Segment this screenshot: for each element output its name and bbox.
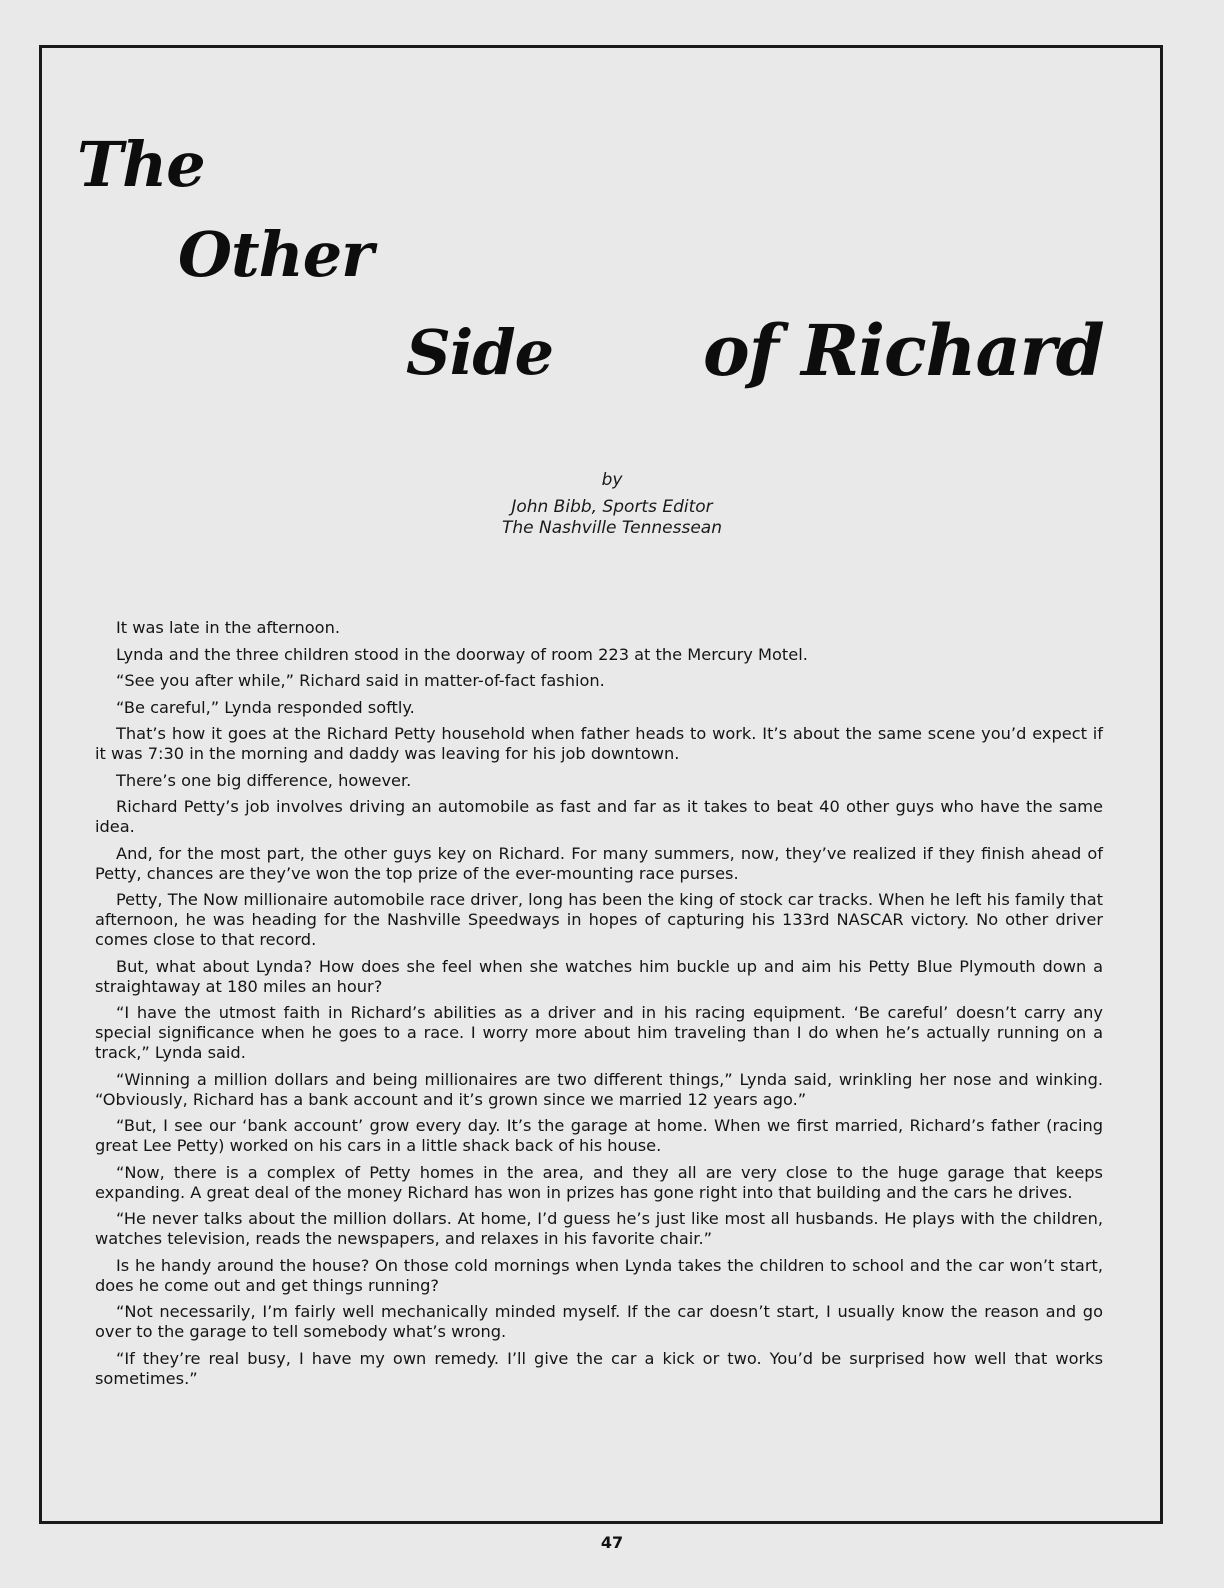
- paragraph: “If they’re real busy, I have my own remedy. I’ll give the car a kick or two. You’d be surprised how well that works sometimes.”: [95, 1348, 1103, 1388]
- paragraph: “Be careful,” Lynda responded softly.: [116, 697, 415, 717]
- paragraph: Is he handy around the house? On those cold mornings when Lynda takes the children to school and the car won’t start, does he come out and get things running?: [95, 1255, 1103, 1295]
- paragraph: “Winning a million dollars and being millionaires are two different things,” Lynda said, wrinkling her nose and winking. “Obviously, Richard has a bank account and it’s grown since we married 12 years ago.”: [95, 1069, 1103, 1109]
- paragraph: “He never talks about the million dollars. At home, I’d guess he’s just like most all husbands. He plays with the children, watches television, reads the newspapers, and relaxes in his favorite chair.”: [95, 1209, 1103, 1248]
- paragraph: Richard Petty’s job involves driving an automobile as fast and far as it takes to beat 40 other guys who have the same idea.: [95, 797, 1103, 836]
- byline-by: by: [601, 470, 623, 490]
- paragraph: That’s how it goes at the Richard Petty household when father heads to work. It’s about the same scene you’d expect if it was 7:30 in the morning and daddy was leaving for his job downtown.: [95, 724, 1103, 763]
- title-word-side: Side: [406, 316, 554, 389]
- title-word-the: The: [77, 128, 205, 201]
- paragraph: “Now, there is a complex of Petty homes in the area, and they all are very close to the huge garage that keeps expanding. A great deal of the money Richard has won in prizes has gone right into that building and the cars he drives.: [95, 1162, 1103, 1202]
- byline-author: John Bibb, Sports Editor: [511, 497, 713, 517]
- paragraph: There’s one big difference, however.: [116, 770, 412, 790]
- title-word-of-richard: of Richard: [703, 309, 1104, 392]
- article-body: [95, 618, 1103, 1395]
- paragraph: “Not necessarily, I’m fairly well mechanically minded myself. If the car doesn’t start, I usually know the reason and go over to the garage to tell somebody what’s wrong.: [95, 1302, 1103, 1341]
- page-number: 47: [600, 1533, 624, 1552]
- paragraph: It was late in the afternoon.: [116, 618, 340, 637]
- title-word-other: Other: [178, 218, 373, 291]
- paragraph: Lynda and the three children stood in the doorway of room 223 at the Mercury Motel.: [116, 644, 808, 664]
- paragraph: But, what about Lynda? How does she feel when she watches him buckle up and aim his Petty Blue Plymouth down a straightaway at 180 miles an hour?: [95, 956, 1103, 996]
- paragraph: “See you after while,” Richard said in matter-of-fact fashion.: [116, 671, 605, 690]
- paragraph: Petty, The Now millionaire automobile race driver, long has been the king of stock car tracks. When he left his family that afternoon, he was heading for the Nashville Speedways in hopes of capturing his 133rd NASCAR victory. No other driver comes close to that record.: [95, 890, 1103, 949]
- paragraph: And, for the most part, the other guys key on Richard. For many summers, now, they’ve realized if they finish ahead of Petty, chances are they’ve won the top prize of the ever-mounting race purses.: [95, 843, 1103, 883]
- byline-publication: The Nashville Tennessean: [502, 518, 722, 538]
- paragraph: “I have the utmost faith in Richard’s abilities as a driver and in his racing equipment. ‘Be careful’ doesn’t carry any special significance when he goes to a race. I worry more about him traveling than I do when he’s actually running on a track,” Lynda said.: [95, 1003, 1103, 1062]
- paragraph: “But, I see our ‘bank account’ grow every day. It’s the garage at home. When we first married, Richard’s father (racing great Lee Petty) worked on his cars in a little shack back of his house.: [95, 1116, 1103, 1155]
